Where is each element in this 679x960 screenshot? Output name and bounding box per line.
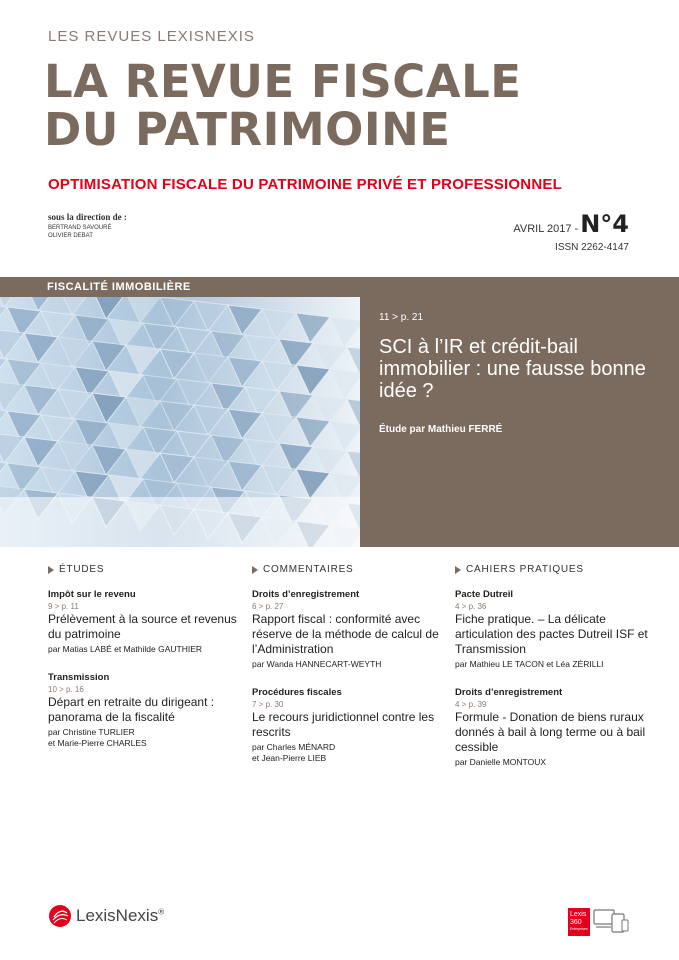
article-title: Rapport fiscal : conformité avec réserve de la méthode de calcul de l’Administration [252, 612, 439, 656]
article-title: Départ en retraite du dirigeant : panorama de la fiscalité [48, 695, 215, 724]
article-authors: par Wanda HANNECART-WEYTH [252, 659, 382, 669]
article-category: Droits d’enregistrement [252, 589, 360, 600]
geometric-facade-image [0, 297, 360, 547]
issue-info [513, 210, 629, 253]
title-line-1: LA REVUE FISCALE [44, 55, 522, 108]
article-item[interactable] [252, 589, 452, 670]
direction-label: sous la direction de : [48, 212, 127, 222]
article-item[interactable] [455, 589, 655, 670]
article-category: Droits d’enregistrement [455, 687, 563, 698]
title-line-2: DU PATRIMOINE [44, 103, 451, 156]
article-item[interactable] [455, 687, 655, 768]
article-authors: par Christine TURLIER et Marie-Pierre CHARLES [48, 727, 147, 748]
article-item[interactable] [48, 589, 248, 655]
article-title: Le recours juridictionnel contre les rescrits [252, 710, 435, 739]
article-authors: par Mathieu LE TACON et Léa ZÉRILLI [455, 659, 604, 669]
director-names [48, 224, 127, 240]
director-name: BERTRAND SAVOURÉ [48, 225, 112, 231]
triangle-bullet-icon [48, 566, 54, 574]
series-name: LES REVUES LEXISNEXIS [48, 28, 255, 45]
triangle-bullet-icon [455, 566, 461, 574]
lexis-360-badge[interactable]: Lexis 360 Entreprises [568, 908, 590, 936]
journal-subtitle: OPTIMISATION FISCALE DU PATRIMOINE PRIVÉ ET PROFESSIONNEL [48, 176, 562, 193]
feature-ref: 11 > p. 21 [379, 312, 424, 323]
article-title: Fiche pratique. – La délicate articulation des pactes Dutreil ISF et Transmission [455, 612, 648, 656]
publisher-logo[interactable] [48, 904, 164, 928]
journal-title [44, 55, 522, 156]
column-cahiers-pratiques [455, 564, 655, 785]
article-item[interactable] [252, 687, 452, 764]
column-commentaires [252, 564, 452, 781]
article-title: Formule - Donation de biens ruraux donnés à bail à long terme ou à bail cessible [455, 710, 646, 754]
article-ref: 6 > p. 27 [252, 602, 284, 611]
issue-date: AVRIL 2017 - [513, 223, 579, 235]
column-heading: CAHIERS PRATIQUES [455, 564, 655, 575]
lexisnexis-icon [48, 904, 72, 928]
feature-article[interactable] [379, 312, 659, 435]
feature-section-label: FISCALITÉ IMMOBILIÈRE [0, 277, 360, 297]
article-category: Pacte Dutreil [455, 589, 514, 600]
article-authors: par Charles MÉNARD et Jean-Pierre LIEB [252, 742, 336, 763]
triangle-bullet-icon [252, 566, 258, 574]
article-category: Impôt sur le revenu [48, 589, 136, 600]
devices-icon [593, 908, 629, 936]
article-ref: 4 > p. 39 [455, 700, 487, 709]
issue-number: N°4 [580, 210, 629, 238]
article-category: Procédures fiscales [252, 687, 342, 698]
article-ref: 7 > p. 30 [252, 700, 284, 709]
article-item[interactable] [48, 672, 248, 749]
column-heading: COMMENTAIRES [252, 564, 452, 575]
feature-author: Étude par Mathieu FERRÉ [379, 424, 503, 435]
issn: ISSN 2262-4147 [555, 242, 629, 253]
column-etudes [48, 564, 248, 766]
editorial-direction [48, 212, 127, 240]
article-authors: par Matias LABÉ et Mathilde GAUTHIER [48, 644, 203, 654]
article-ref: 10 > p. 16 [48, 685, 84, 694]
director-name: OLIVIER DEBAT [48, 233, 93, 239]
cover-photo [0, 297, 360, 547]
column-heading: ÉTUDES [48, 564, 248, 575]
article-category: Transmission [48, 672, 110, 683]
article-title: Prélèvement à la source et revenus du patrimoine [48, 612, 237, 641]
article-authors: par Danielle MONTOUX [455, 757, 547, 767]
publisher-name: LexisNexis® [76, 906, 165, 925]
article-ref: 4 > p. 36 [455, 602, 487, 611]
article-ref: 9 > p. 11 [48, 602, 79, 611]
feature-title: SCI à l’IR et crédit-bail immobilier : une fausse bonne idée ? [379, 336, 646, 402]
